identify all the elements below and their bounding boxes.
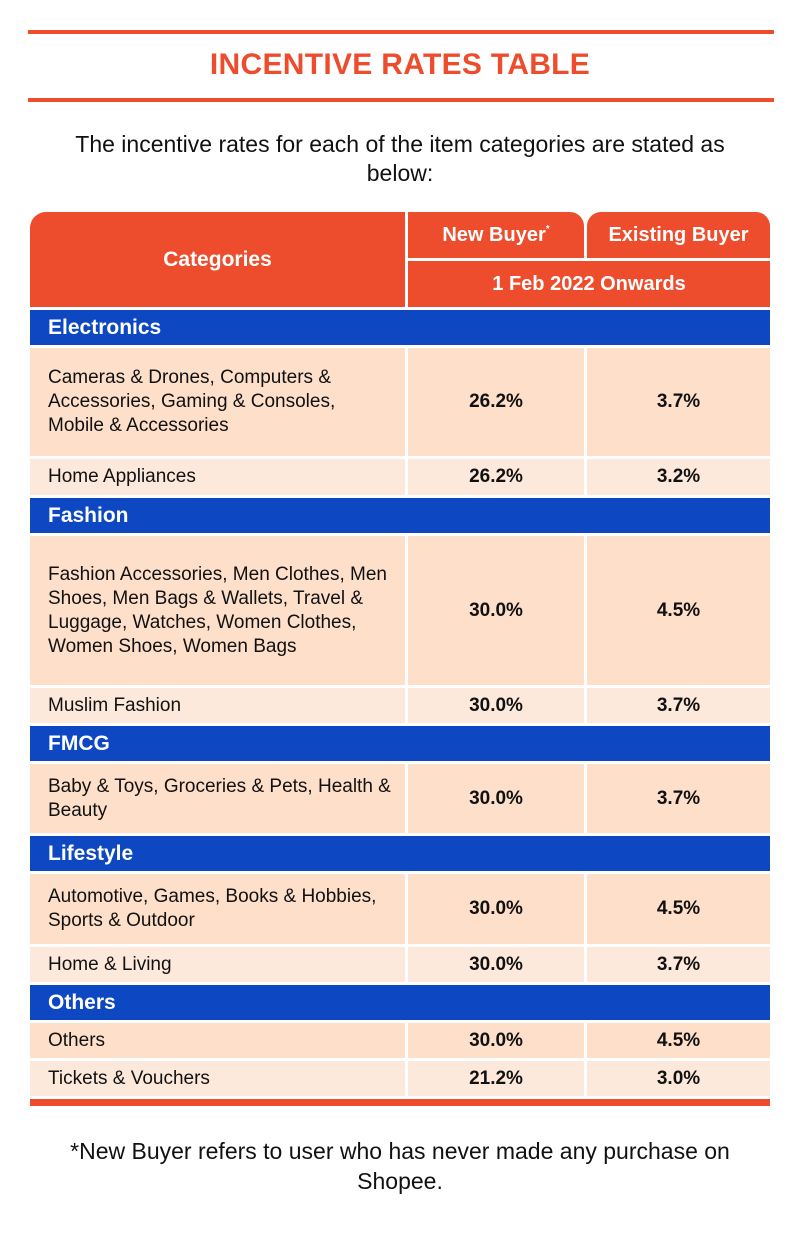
existing-buyer-rate: 4.5% bbox=[587, 874, 770, 944]
new-buyer-rate: 30.0% bbox=[408, 947, 584, 982]
table-row bbox=[30, 947, 770, 982]
existing-buyer-rate: 3.2% bbox=[587, 459, 770, 495]
new-buyer-rate: 30.0% bbox=[408, 764, 584, 833]
table-row bbox=[30, 1023, 770, 1058]
existing-buyer-rate: 3.7% bbox=[587, 348, 770, 456]
table-header bbox=[30, 212, 770, 307]
header-new-buyer-label: New Buyer bbox=[442, 223, 546, 246]
new-buyer-rate: 21.2% bbox=[408, 1061, 584, 1096]
section-header: Electronics bbox=[30, 310, 770, 345]
category-cell: Fashion Accessories, Men Clothes, Men Shoes, Men Bags & Wallets, Travel & Luggage, Watches, Women Clothes, Women Shoes, Women Bags bbox=[30, 536, 405, 685]
new-buyer-rate: 26.2% bbox=[408, 459, 584, 495]
category-cell: Automotive, Games, Books & Hobbies, Sports & Outdoor bbox=[30, 874, 405, 944]
existing-buyer-rate: 3.7% bbox=[587, 764, 770, 833]
header-existing-buyer: Existing Buyer bbox=[587, 212, 770, 258]
title-underline bbox=[28, 98, 774, 102]
category-cell: Cameras & Drones, Computers & Accessories, Gaming & Consoles, Mobile & Accessories bbox=[30, 348, 405, 456]
existing-buyer-rate: 3.7% bbox=[587, 947, 770, 982]
new-buyer-rate: 26.2% bbox=[408, 348, 584, 456]
footnote-marker: * bbox=[545, 223, 550, 235]
top-rule bbox=[28, 30, 774, 34]
intro-text: The incentive rates for each of the item categories are stated as below: bbox=[75, 131, 725, 186]
category-cell: Home & Living bbox=[30, 947, 405, 982]
category-cell: Others bbox=[30, 1023, 405, 1058]
section-header: FMCG bbox=[30, 726, 770, 761]
table-row bbox=[30, 688, 770, 723]
section-header: Others bbox=[30, 985, 770, 1020]
header-period: 1 Feb 2022 Onwards bbox=[408, 261, 770, 307]
incentive-rates-table bbox=[30, 212, 770, 1106]
category-cell: Home Appliances bbox=[30, 459, 405, 495]
existing-buyer-rate: 4.5% bbox=[587, 536, 770, 685]
table-row bbox=[30, 348, 770, 456]
category-cell: Tickets & Vouchers bbox=[30, 1061, 405, 1096]
page-title: INCENTIVE RATES TABLE bbox=[209, 48, 591, 81]
table-row bbox=[30, 536, 770, 685]
table-row bbox=[30, 459, 770, 495]
category-cell: Baby & Toys, Groceries & Pets, Health & Beauty bbox=[30, 764, 405, 833]
table-bottom-bar bbox=[30, 1099, 770, 1106]
new-buyer-rate: 30.0% bbox=[408, 1023, 584, 1058]
existing-buyer-rate: 4.5% bbox=[587, 1023, 770, 1058]
table-row bbox=[30, 874, 770, 944]
table-row bbox=[30, 764, 770, 833]
footnote: *New Buyer refers to user who has never made any purchase on Shopee. bbox=[70, 1138, 730, 1194]
section-header: Fashion bbox=[30, 498, 770, 533]
existing-buyer-rate: 3.7% bbox=[587, 688, 770, 723]
section-header: Lifestyle bbox=[30, 836, 770, 871]
new-buyer-rate: 30.0% bbox=[408, 688, 584, 723]
header-new-buyer bbox=[408, 212, 584, 258]
new-buyer-rate: 30.0% bbox=[408, 874, 584, 944]
new-buyer-rate: 30.0% bbox=[408, 536, 584, 685]
header-categories: Categories bbox=[30, 212, 405, 307]
category-cell: Muslim Fashion bbox=[30, 688, 405, 723]
existing-buyer-rate: 3.0% bbox=[587, 1061, 770, 1096]
table-row bbox=[30, 1061, 770, 1096]
